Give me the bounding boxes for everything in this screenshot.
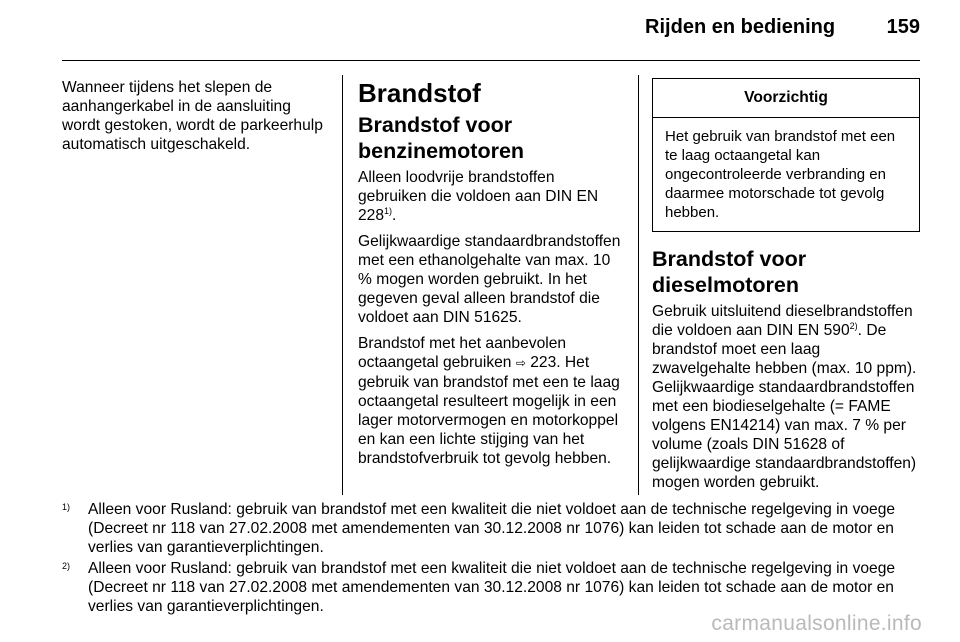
petrol-paragraph-3 (358, 334, 622, 468)
footnote-mark: 1) (62, 502, 71, 512)
diesel-paragraph (652, 302, 920, 492)
column-2 (358, 78, 622, 475)
caution-title: Voorzichtig (653, 79, 919, 118)
caution-text: Het gebruik van brandstof met een te laag octaangetal kan ongecontroleerde verbranding en daarmee motorschade tot gevolg hebben. (665, 128, 896, 221)
column-3 (652, 78, 920, 499)
petrol-p3-text-a: Brandstof met het aanbevolen octaangetal gebruiken (358, 335, 567, 371)
page-reference-link[interactable]: 223 (530, 354, 557, 371)
petrol-paragraph-1 (358, 168, 622, 225)
trailer-note: Wanneer tijdens het slepen de aanhangerkabel in de aansluiting wordt gestoken, wordt de parkeerhulp automatisch uitgeschakeld. (62, 79, 323, 153)
footnote-ref-2[interactable]: 2) (849, 320, 858, 331)
petrol-p1-text: Alleen loodvrije brandstoffen gebruiken die voldoen aan DIN EN 228 (358, 169, 599, 224)
header-rule (62, 60, 920, 61)
petrol-p3-text-b: . Het gebruik van brandstof met een te laag octaangetal resulteert mogelijk in een lager motorvermogen en motorkoppel en kan een lichte stijging van het brandstofverbruik tot gevolg hebben. (358, 354, 620, 467)
page-reference-arrow-icon: ⇨ (515, 356, 526, 370)
subheading-petrol: Brandstof voor benzinemotoren (358, 113, 525, 163)
page-header (645, 16, 920, 39)
watermark: carmanualsonline.info (711, 612, 922, 635)
column-1 (62, 78, 330, 161)
footnotes (62, 500, 920, 618)
subheading-diesel: Brandstof voor dieselmotoren (652, 247, 807, 297)
section-title: Rijden en bediening (645, 16, 836, 38)
diesel-p1-text-a: Gebruik uitsluitend dieselbrandstoffen die voldoen aan DIN EN 590 (652, 303, 913, 339)
section-heading-brandstof: Brandstof (358, 78, 481, 108)
footnote-text: Alleen voor Rusland: gebruik van brandstof met een kwaliteit die niet voldoet aan de technische regelgeving in voege (Decreet nr 118 van 27.02.2008 met amendementen van 30.12.2008 nr 1076) kan leiden tot schade aan de motor en verlies van garantieverplichtingen. (88, 501, 896, 556)
caution-box (652, 78, 920, 232)
petrol-paragraph-2: Gelijkwaardige standaardbrandstoffen met een ethanolgehalte van max. 10 % mogen worden gebruikt. In het gegeven geval alleen brandstof die voldoet aan DIN 51625. (358, 233, 621, 326)
footnote-ref-1[interactable]: 1) (384, 205, 393, 216)
footnote-text: Alleen voor Rusland: gebruik van brandstof met een kwaliteit die niet voldoet aan de technische regelgeving in voege (Decreet nr 118 van 27.02.2008 met amendementen van 30.12.2008 nr 1076) kan leiden tot schade aan de motor en verlies van garantieverplichtingen. (88, 560, 896, 615)
footnote-2 (62, 559, 920, 616)
column-divider-1 (342, 75, 343, 495)
page-number: 159 (886, 16, 920, 38)
footnote-mark: 2) (62, 561, 71, 571)
diesel-p1-text-b: . De brandstof moet een laag zwavelgehalte hebben (max. 10 ppm). Gelijkwaardige standaardbrandstoffen met een biodieselgehalte (= FAME volgens EN14214) van max. 7 % per volume (zoals DIN 51628 of gelijkwaardige standaardbrandstoffen) mogen worden gebruikt. (652, 322, 917, 491)
column-divider-2 (638, 75, 639, 495)
footnote-1 (62, 500, 920, 557)
petrol-p1-end: . (392, 207, 397, 224)
